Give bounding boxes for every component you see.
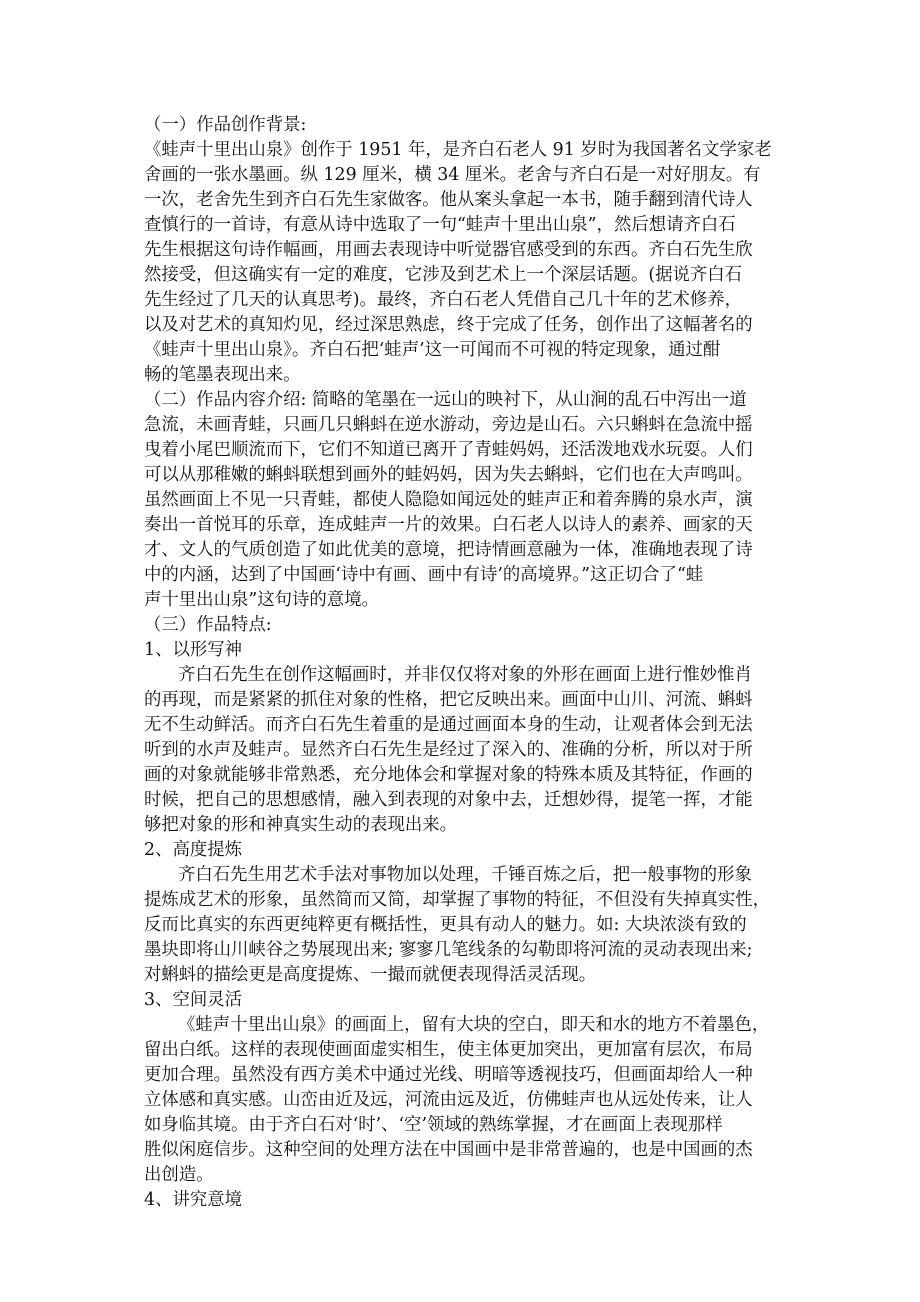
paragraph-line: 4、讲究意境 bbox=[144, 1190, 243, 1210]
subheading-3: 3、空间灵活 bbox=[144, 990, 243, 1010]
paragraph-line: 查慎行的一首诗，有意从诗中选取了一句“蛙声十里出山泉”，然后想请齐白石 bbox=[144, 215, 736, 235]
paragraph-line: 够把对象的形和神真实生动的表现出来。 bbox=[144, 815, 458, 835]
paragraph-line: 然接受，但这确实有一定的难度，它涉及到艺术上一个深层话题。(据说齐白石 bbox=[144, 265, 743, 285]
paragraph-line: 时候，把自己的思想感情，融入到表现的对象中去，迁想妙得，提笔一挥，才能 bbox=[144, 790, 753, 810]
paragraph-line: 先生经过了几天的认真思考)。最终，齐白石老人凭借自己几十年的艺术修养， bbox=[144, 290, 743, 310]
subheading-2: 2、高度提炼 bbox=[144, 840, 243, 860]
paragraph-line-indented: 齐白石先生在创作这幅画时，并非仅仅将对象的外形在画面上进行惟妙惟肖 bbox=[178, 665, 752, 685]
paragraph-line: 《蛙声十里出山泉》创作于 1951 年，是齐白石老人 91 岁时为我国著名文学家老 bbox=[144, 140, 772, 160]
paragraph-line: 更加合理。虽然没有西方美术中通过光线、明暗等透视技巧，但画面却给人一种 bbox=[144, 1065, 753, 1085]
paragraph-line: 留出白纸。这样的表现使画面虚实相生，使主体更加突出，更加富有层次，布局 bbox=[144, 1040, 753, 1060]
paragraph-line: 画的对象就能够非常熟悉，充分地体会和掌握对象的特殊本质及其特征，作画的 bbox=[144, 765, 753, 785]
paragraph-line: 出创造。 bbox=[144, 1165, 214, 1185]
section-heading-features: （三）作品特点: bbox=[144, 615, 272, 635]
paragraph-line: 《蛙声十里出山泉》。齐白石把‘蛙声’这一可闻而不可视的特定现象，通过酣 bbox=[144, 340, 721, 360]
subheading-1: 1、以形写神 bbox=[144, 640, 243, 660]
paragraph-line: 胜似闲庭信步。这种空间的处理方法在中国画中是非常普遍的，也是中国画的杰 bbox=[144, 1140, 753, 1160]
paragraph-line: 声十里出山泉”这句诗的意境。 bbox=[144, 590, 379, 610]
paragraph-line-indented: 齐白石先生用艺术手法对事物加以处理，千锤百炼之后，把一般事物的形象 bbox=[178, 865, 752, 885]
paragraph-line: 畅的笔墨表现出来。 bbox=[144, 365, 301, 385]
paragraph-line: 一次，老舍先生到齐白石先生家做客。他从案头拿起一本书，随手翻到清代诗人 bbox=[144, 190, 753, 210]
paragraph-line: 曳着小尾巴顺流而下，它们不知道已离开了青蛙妈妈，还活泼地戏水玩耍。人们 bbox=[144, 440, 753, 460]
paragraph-line: 以及对艺术的真知灼见，经过深思熟虑，终于完成了任务，创作出了这幅著名的 bbox=[144, 315, 753, 335]
paragraph-line: 立体感和真实感。山峦由近及远，河流由远及近，仿佛蛙声也从远处传来，让人 bbox=[144, 1090, 753, 1110]
paragraph-line: 舍画的一张水墨画。纵 129 厘米，横 34 厘米。老舍与齐白石是一对好朋友。有 bbox=[144, 165, 761, 185]
paragraph-line: 才、文人的气质创造了如此优美的意境，把诗情画意融为一体，准确地表现了诗 bbox=[144, 540, 753, 560]
paragraph-line: 可以从那稚嫩的蝌蚪联想到画外的蛙妈妈，因为失去蝌蚪，它们也在大声鸣叫。 bbox=[144, 465, 753, 485]
section-heading-background: （一）作品创作背景: bbox=[144, 115, 307, 135]
paragraph-line: 的再现，而是紧紧的抓住对象的性格，把它反映出来。画面中山川、河流、蝌蚪 bbox=[144, 690, 753, 710]
paragraph-line: 无不生动鲜活。而齐白石先生着重的是通过画面本身的生动，让观者体会到无法 bbox=[144, 715, 753, 735]
paragraph-line: 中的内涵，达到了中国画‘诗中有画、画中有诗’的高境界。”这正切合了“蛙 bbox=[144, 565, 704, 585]
paragraph-line: 对蝌蚪的描绘更是高度提炼、一撮而就便表现得活灵活现。 bbox=[144, 965, 597, 985]
paragraph-line: 墨块即将山川峡谷之势展现出来; 寥寥几笔线条的勾勒即将河流的灵动表现出来; bbox=[144, 940, 753, 960]
paragraph-line: 提炼成艺术的形象，虽然简而又简，却掌握了事物的特征，不但没有失掉真实性， bbox=[144, 890, 771, 910]
paragraph-line: 如身临其境。由于齐白石对‘时’、‘空’领域的熟练掌握，才在画面上表现那样 bbox=[144, 1115, 723, 1135]
paragraph-line: 先生根据这句诗作幅画，用画去表现诗中听觉器官感受到的东西。齐白石先生欣 bbox=[144, 240, 753, 260]
paragraph-line: 反而比真实的东西更纯粹更有概括性，更具有动人的魅力。如: 大块浓淡有致的 bbox=[144, 915, 747, 935]
section-heading-content: （二）作品内容介绍: 简略的笔墨在一远山的映衬下，从山涧的乱石中泻出一道 bbox=[144, 390, 747, 410]
paragraph-line: 听到的水声及蛙声。显然齐白石先生是经过了深入的、准确的分析，所以对于所 bbox=[144, 740, 753, 760]
paragraph-line: 虽然画面上不见一只青蛙，都使人隐隐如闻远处的蛙声正和着奔腾的泉水声，演 bbox=[144, 490, 753, 510]
paragraph-line: 奏出一首悦耳的乐章，连成蛙声一片的效果。白石老人以诗人的素养、画家的天 bbox=[144, 515, 753, 535]
paragraph-line: 急流，未画青蛙，只画几只蝌蚪在逆水游动，旁边是山石。六只蝌蚪在急流中摇 bbox=[144, 415, 753, 435]
paragraph-line-indented: 《蛙声十里出山泉》的画面上，留有大块的空白，即天和水的地方不着墨色， bbox=[178, 1015, 770, 1035]
